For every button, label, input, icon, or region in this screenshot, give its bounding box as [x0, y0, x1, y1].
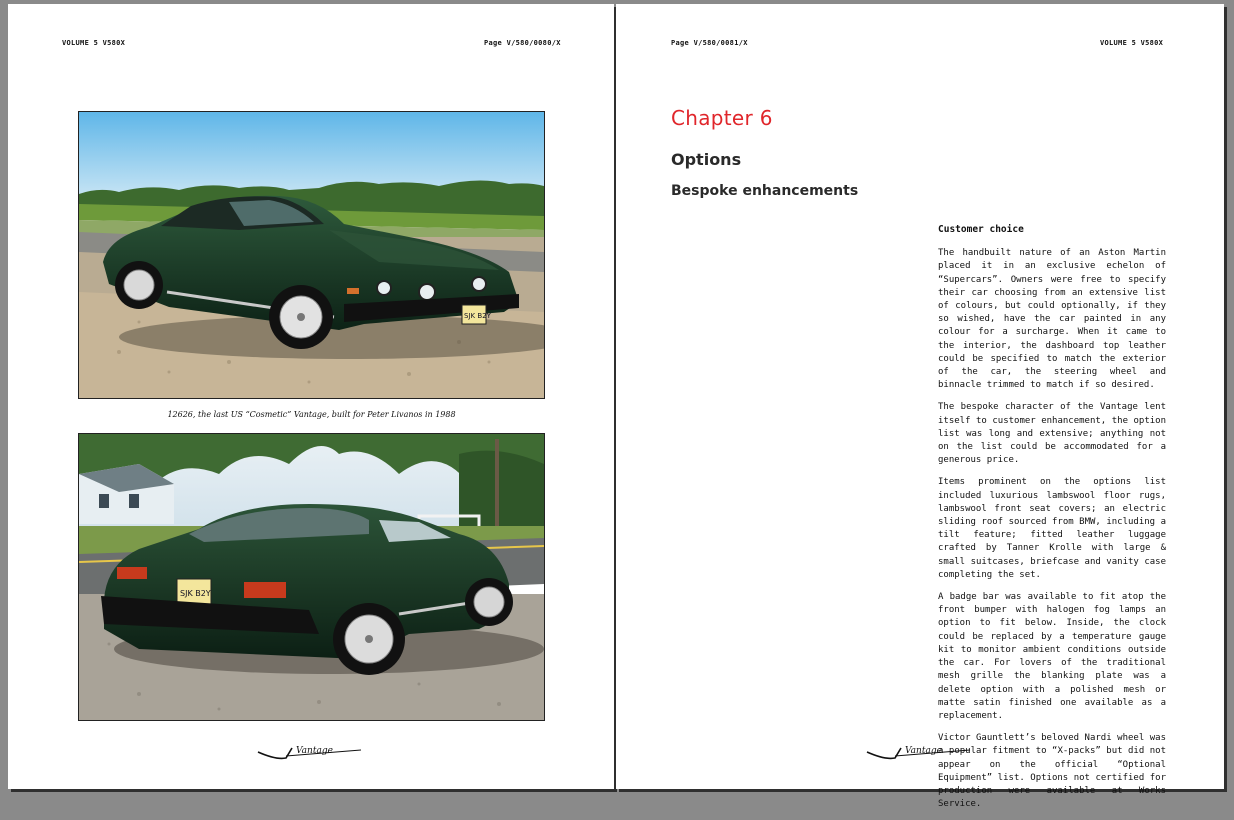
photo-caption: 12626, the last US “Cosmetic” Vantage, built for Peter Livanos in 1988 [167, 410, 456, 419]
svg-text:SJK B2Y: SJK B2Y [180, 589, 211, 598]
chapter-heading: Chapter 6 [671, 106, 773, 130]
car-rear-photo [78, 433, 545, 721]
customer-choice-heading: Customer choice [938, 224, 1024, 235]
right-header-volume: VOLUME 5 V580X [1100, 39, 1164, 47]
body-text-column [938, 223, 1166, 820]
left-page [8, 4, 614, 789]
paragraph: Victor Gauntlett’s beloved Nardi wheel was a popular fitment to “X-packs” but did not appear on the official “Optional Equipment” list. Options not certified for production were available at Works Service. [938, 733, 1166, 810]
left-header-volume: VOLUME 5 V580X [62, 39, 126, 47]
section-title: Options [671, 150, 742, 169]
paragraph: The handbuilt nature of an Aston Martin placed it in an exclusive echelon of “Supercars”. Owners were free to specify their car choosing from an extensive list of colours, but could optionally, if they so wished, have the car painted in any colour for a surcharge. When it came to the interior, the dashboard top leather could be specified to match the exterior of the car, the steering wheel and binnacle trimmed to match if so desired. [938, 248, 1166, 391]
right-header-page-number: Page V/580/0081/X [671, 39, 748, 47]
paragraph: Items prominent on the options list included luxurious lambswool floor rugs, lambswool front seat covers; an electric sliding roof sourced from BMW, including a tilt feature; fitted leather luggage crafted by Tanner Krolle with large & small suitcases, briefcase and vanity case completing the set. [938, 477, 1166, 580]
vantage-logo-icon [256, 742, 366, 768]
right-page [616, 4, 1224, 810]
vantage-logo-icon [865, 742, 975, 768]
logo-text: Vantage [296, 746, 333, 756]
left-header-page-number: Page V/580/0080/X [484, 39, 561, 47]
paragraph: The bespoke character of the Vantage lent itself to customer enhancement, the option list was long and extensive; anything not on the list could be accommodated for a generous price. [938, 402, 1166, 466]
logo-text: Vantage [905, 746, 942, 756]
car-front-photo [78, 111, 545, 399]
section-subtitle: Bespoke enhancements [671, 183, 859, 199]
paragraph: A badge bar was available to fit atop the front bumper with halogen fog lamps an option to fit below. Inside, the clock could be replaced by a temperature gauge kit to monitor ambient conditions outside the car. For lovers of the traditional mesh grille the blanking plate was a delete option with a polished mesh or matte satin finished one available as a replacement. [938, 592, 1166, 721]
svg-text:SJK B2Y: SJK B2Y [464, 312, 491, 320]
